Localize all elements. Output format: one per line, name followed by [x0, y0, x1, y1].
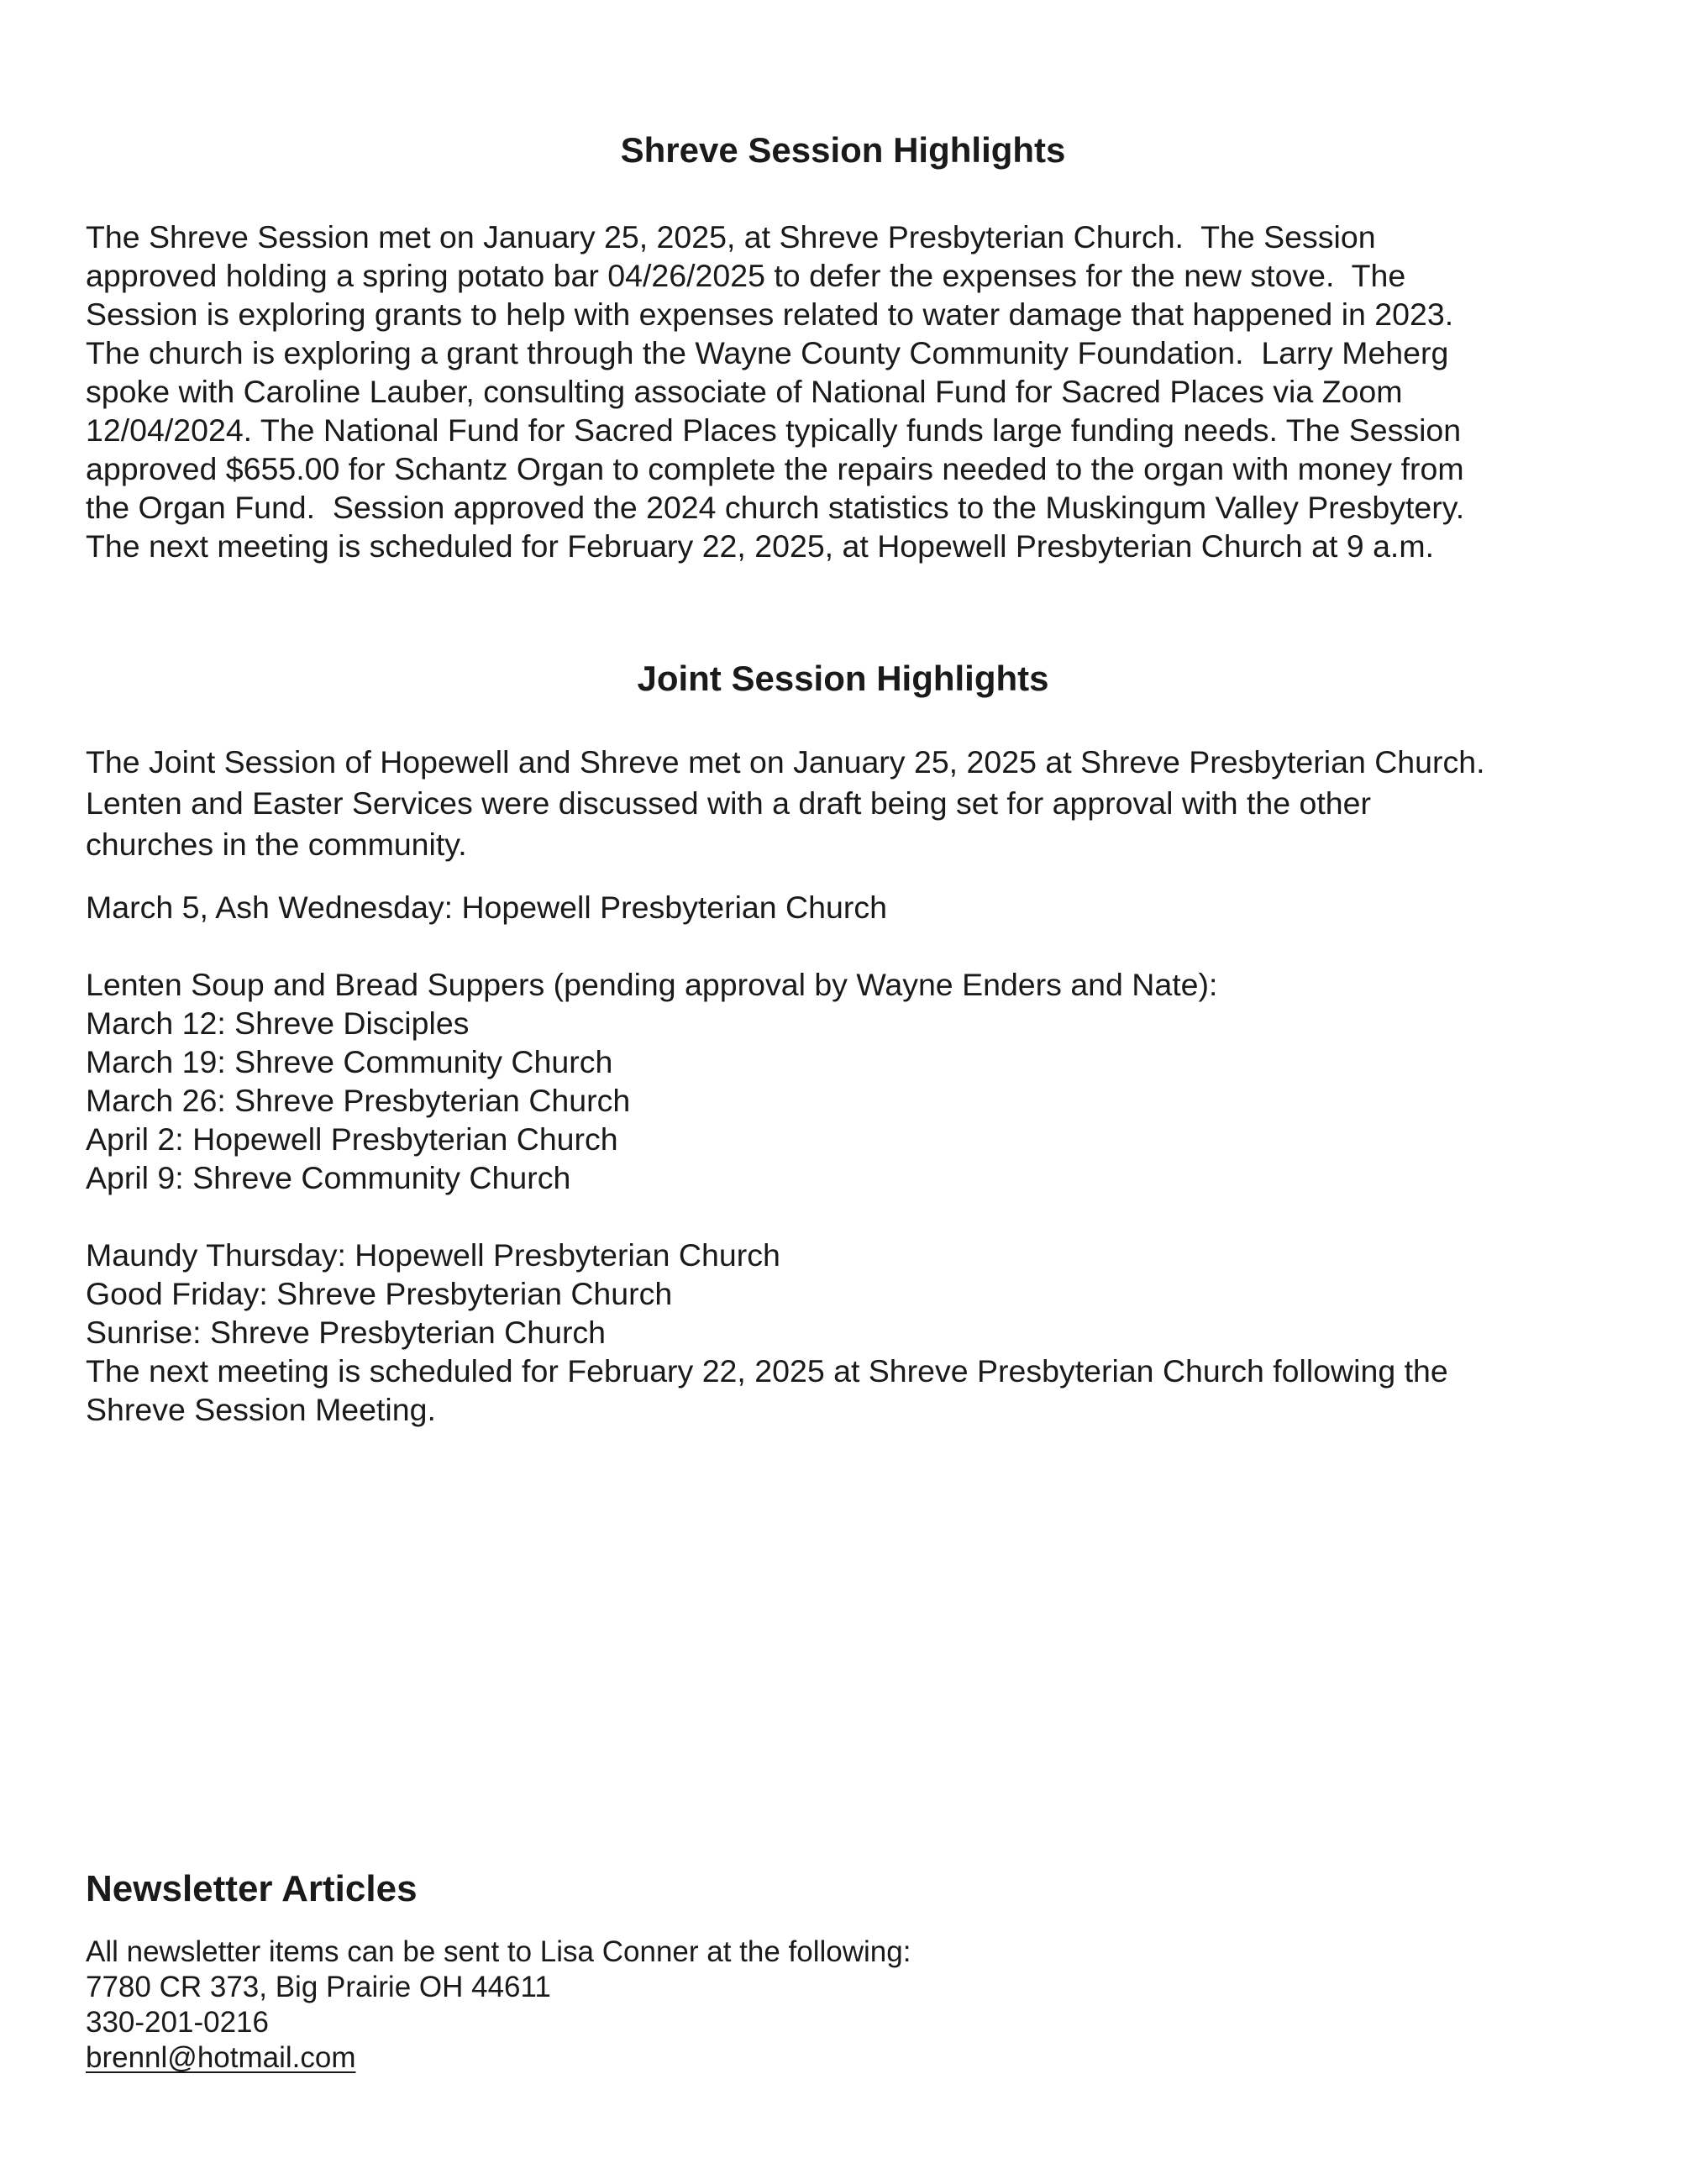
contact-address: 7780 CR 373, Big Prairie OH 44611	[86, 1971, 551, 2003]
contact-intro: All newsletter items can be sent to Lisa Conner at the following:	[86, 1935, 911, 1968]
newsletter-contact-block	[86, 1935, 911, 2076]
schedule-item: March 5, Ash Wednesday: Hopewell Presbyterian Church	[86, 890, 887, 925]
paragraph-line: Session is exploring grants to help with expenses related to water damage that happened in 2023.	[86, 297, 1454, 332]
joint-session-intro	[86, 742, 1615, 865]
paragraph-line: the Organ Fund. Session approved the 2024 church statistics to the Muskingum Valley Presbytery.	[86, 490, 1465, 525]
paragraph-line: The Joint Session of Hopewell and Shreve met on January 25, 2025 at Shreve Presbyterian Church.	[86, 744, 1485, 780]
schedule-item: Good Friday: Shreve Presbyterian Church	[86, 1276, 673, 1311]
paragraph-line: approved $655.00 for Schantz Organ to complete the repairs needed to the organ with money from	[86, 451, 1464, 486]
next-meeting-line: The next meeting is scheduled for February 22, 2025 at Shreve Presbyterian Church following the	[86, 1353, 1448, 1389]
schedule-item: April 2: Hopewell Presbyterian Church	[86, 1121, 618, 1157]
schedule-item: Sunrise: Shreve Presbyterian Church	[86, 1315, 607, 1350]
paragraph-line: Lenten and Easter Services were discussed with a draft being set for approval with the other	[86, 785, 1372, 821]
suppers-heading: Lenten Soup and Bread Suppers (pending approval by Wayne Enders and Nate):	[86, 967, 1218, 1002]
shreve-session-paragraph	[86, 218, 1615, 565]
paragraph-line: approved holding a spring potato bar 04/26/2025 to defer the expenses for the new stove. The	[86, 258, 1406, 293]
contact-phone: 330-201-0216	[86, 2006, 269, 2039]
paragraph-line: churches in the community.	[86, 827, 467, 862]
joint-session-title: Joint Session Highlights	[637, 659, 1049, 698]
ash-wednesday-line	[86, 888, 1615, 927]
schedule-item: March 19: Shreve Community Church	[86, 1044, 613, 1079]
lenten-suppers-list	[86, 965, 1615, 1197]
holy-week-list	[86, 1236, 1615, 1429]
schedule-item: April 9: Shreve Community Church	[86, 1160, 571, 1195]
paragraph-line: The Shreve Session met on January 25, 2025, at Shreve Presbyterian Church. The Session	[86, 219, 1376, 255]
paragraph-line: The next meeting is scheduled for February 22, 2025, at Hopewell Presbyterian Church at 9 a.m.	[86, 528, 1435, 564]
paragraph-line: spoke with Caroline Lauber, consulting associate of National Fund for Sacred Places via Zoom	[86, 374, 1403, 409]
schedule-item: Maundy Thursday: Hopewell Presbyterian Church	[86, 1237, 780, 1273]
next-meeting-line: Shreve Session Meeting.	[86, 1392, 436, 1427]
newsletter-articles-title: Newsletter Articles	[86, 1868, 418, 1909]
shreve-session-title: Shreve Session Highlights	[620, 130, 1066, 170]
paragraph-line: The church is exploring a grant through the Wayne County Community Foundation. Larry Meherg	[86, 335, 1449, 370]
contact-email-link[interactable]: brennl@hotmail.com	[86, 2041, 356, 2074]
schedule-item: March 12: Shreve Disciples	[86, 1005, 470, 1041]
schedule-item: March 26: Shreve Presbyterian Church	[86, 1083, 631, 1118]
paragraph-line: 12/04/2024. The National Fund for Sacred Places typically funds large funding needs. The Session	[86, 412, 1462, 448]
